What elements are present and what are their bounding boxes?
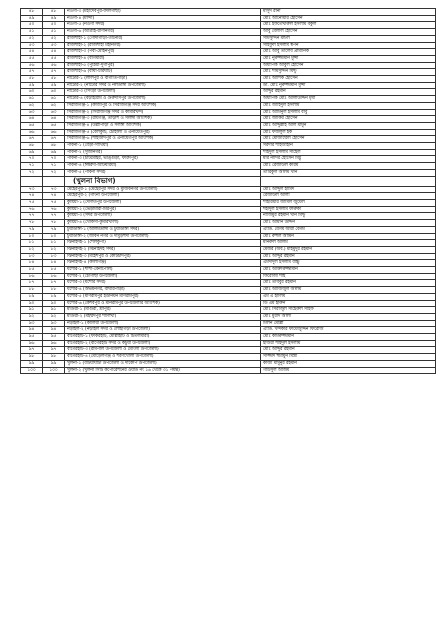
serial-number: ৯১ bbox=[21, 307, 43, 314]
table-row bbox=[21, 136, 436, 143]
table-row bbox=[21, 169, 436, 176]
serial-number: ৬৮ bbox=[21, 143, 43, 150]
serial-number: ৯৯ bbox=[21, 360, 43, 367]
table-row bbox=[21, 76, 436, 83]
constituency-name: সিরাজগঞ্জ-৬ (শাহজাদপুর ও এনায়েতপুর আংশিক) bbox=[65, 136, 261, 143]
candidate-name: মোঃ আমান উদ্দিন bbox=[261, 220, 436, 227]
serial-number: ৬৭ bbox=[21, 136, 43, 143]
seat-number: ৯৭ bbox=[43, 347, 65, 354]
constituency-name: রাজশাহী-৩ (পবা-মোহনপুর) bbox=[65, 49, 261, 56]
serial-number: ৮১ bbox=[21, 240, 43, 247]
constituency-name: রাজশাহী-১ (গোদাগাড়ী-তানোর) bbox=[65, 35, 261, 42]
constituency-name: চুয়াডাঙ্গা-১ (আলমডাঙ্গা ও চুয়াডাঙ্গা সদর) bbox=[65, 226, 261, 233]
table-row bbox=[21, 15, 436, 22]
serial-number: ৯৫ bbox=[21, 334, 43, 341]
constituency-name: পাবনা-৩ (চাটমোহর, ভাঙ্গুড়া, ফরিদপুর) bbox=[65, 156, 261, 163]
seat-number: ৫০ bbox=[43, 22, 65, 29]
constituency-name: চুয়াডাঙ্গা-২ (জীবন নগর ও দামুড়হুদা উপজেলা) bbox=[65, 233, 261, 240]
candidate-name: মোঃ তবিবুর রহমান bbox=[261, 280, 436, 287]
serial-number: ৮৭ bbox=[21, 280, 43, 287]
seat-number: ৫৩ bbox=[43, 42, 65, 49]
seat-number: ৯১ bbox=[43, 307, 65, 314]
serial-number: ৫৬ bbox=[21, 62, 43, 69]
table-row bbox=[21, 347, 436, 354]
candidate-name: ডা. মোঃ নুরুজ্জামান মুন্সী bbox=[261, 82, 436, 89]
seat-number: ৫৫ bbox=[43, 55, 65, 62]
serial-number: ৮৯ bbox=[21, 293, 43, 300]
table-row bbox=[21, 206, 436, 213]
candidate-name: এ্যাড. খন্দকার ফায়েজুদ্দিন ফিরোজ bbox=[261, 327, 436, 334]
seat-number: ৫৯ bbox=[43, 82, 65, 89]
serial-number: ৬৬ bbox=[21, 129, 43, 136]
candidate-name: মনিরুল আলম bbox=[261, 240, 436, 247]
seat-number: ৮৬ bbox=[43, 273, 65, 280]
table-row bbox=[21, 340, 436, 347]
constituency-name: রাজশাহী-৫ (পুঠিয়া-দুর্গাপুর) bbox=[65, 62, 261, 69]
serial-number: ৬১ bbox=[21, 96, 43, 103]
serial-number: ৪৮ bbox=[21, 9, 43, 16]
table-body-bottom bbox=[21, 186, 436, 374]
candidate-name: মোঃ ইফতেখারুল ইসলাম বকুল bbox=[261, 22, 436, 29]
candidate-name: মোঃ কামরুজ্জামান bbox=[261, 334, 436, 341]
candidate-name: মোঃ আমিনুল ইসলাম বাবু bbox=[261, 109, 436, 116]
constituency-name: বাগেরহাট-১ (ফকিরহাট, মোল্লাহাট ও চিতলমারী) bbox=[65, 334, 261, 341]
candidate-name: মোঃ মুরাদ আলী bbox=[261, 313, 436, 320]
seat-number: ৬১ bbox=[43, 96, 65, 103]
candidate-name: মোঃ সিরাজুল সাহেরুল সাইফ bbox=[261, 307, 436, 314]
seat-number: ৮২ bbox=[43, 246, 65, 253]
seat-number: ৮০ bbox=[43, 233, 65, 240]
table-row bbox=[21, 9, 436, 16]
serial-number: ৮৩ bbox=[21, 253, 43, 260]
seat-number: ৬৩ bbox=[43, 109, 65, 116]
serial-number: ৬৯ bbox=[21, 149, 43, 156]
seat-number: ৭৮ bbox=[43, 220, 65, 227]
serial-number: ৭৮ bbox=[21, 220, 43, 227]
serial-number: ৬৫ bbox=[21, 122, 43, 129]
seat-number: ৮৭ bbox=[43, 280, 65, 287]
candidate-name: মোঃ আনোয়ার হোসেন bbox=[261, 15, 436, 22]
candidate-name: মেজর (অব.) মাহমুদুর রহমান bbox=[261, 246, 436, 253]
table-row bbox=[21, 89, 436, 96]
table-row bbox=[21, 156, 436, 163]
seat-number: ৪৮ bbox=[43, 9, 65, 16]
candidate-name: মোঃ মোজাম্মেল হোসেন bbox=[261, 136, 436, 143]
seat-number: ৭৩ bbox=[43, 186, 65, 193]
constituency-name: পাবনা-৫ (পাবনা সদর) bbox=[65, 169, 261, 176]
serial-number: ৬৩ bbox=[21, 109, 43, 116]
serial-number: ৮৪ bbox=[21, 260, 43, 267]
candidate-name: মোঃ আব্দুর রহমান bbox=[261, 253, 436, 260]
constituency-name: মাগুরা-২ (মহম্মদপুর শালিখা) bbox=[65, 313, 261, 320]
table-row bbox=[21, 320, 436, 327]
candidate-name: আবু বেলাল হোসেন bbox=[261, 29, 436, 36]
constituency-name: যশোর-৫ (মণিরামপুর ইউনিয়ন মণিরামপুর) bbox=[65, 293, 261, 300]
seat-number: ৬২ bbox=[43, 102, 65, 109]
constituency-name: বাগেরহাট-৩ (রামপাল উপজেলা ও মোংলা উপজেলা) bbox=[65, 347, 261, 354]
table-row bbox=[21, 246, 436, 253]
seat-number: ৭১ bbox=[43, 163, 65, 170]
table-row bbox=[21, 220, 436, 227]
table-row bbox=[21, 69, 436, 76]
candidate-name: ফিরোজা শাহ bbox=[261, 273, 436, 280]
seat-number: ৬৮ bbox=[43, 143, 65, 150]
candidate-name: শাহরিয়ার জামিল জুয়েল bbox=[261, 199, 436, 206]
serial-number: ৫৩ bbox=[21, 42, 43, 49]
table-row bbox=[21, 253, 436, 260]
candidate-name: মাসুদ রানা bbox=[261, 9, 436, 16]
seat-number: ৭০ bbox=[43, 156, 65, 163]
seat-number: ৫৬ bbox=[43, 62, 65, 69]
serial-number: ৬২ bbox=[21, 102, 43, 109]
serial-number: ৫২ bbox=[21, 35, 43, 42]
seat-number: ৯৩ bbox=[43, 320, 65, 327]
constituency-name: কুষ্টিয়া-৪ (খোকসা-কুমারখালী) bbox=[65, 220, 261, 227]
candidate-name: অধ্যাপক মোঃ আলাউদ্দিন মৃধা bbox=[261, 96, 436, 103]
table-row bbox=[21, 49, 436, 56]
table-row bbox=[21, 327, 436, 334]
seat-number: ৬৪ bbox=[43, 116, 65, 123]
candidate-name: মোঃ আশিক হোসেন bbox=[261, 76, 436, 83]
table-row bbox=[21, 199, 436, 206]
table-row bbox=[21, 186, 436, 193]
table-row bbox=[21, 273, 436, 280]
candidate-name: মোঃ রেজাউল করিম bbox=[261, 163, 436, 170]
seat-number: ৬৭ bbox=[43, 136, 65, 143]
serial-number: ৯৩ bbox=[21, 320, 43, 327]
constituency-name: ঝিনাইদহ-২ (ঝিনাইদহ সদর) bbox=[65, 246, 261, 253]
table-row bbox=[21, 129, 436, 136]
constituency-name: মেহেরপুর-২ (গাংনী উপজেলা) bbox=[65, 193, 261, 200]
serial-number: ৭০ bbox=[21, 156, 43, 163]
table-row bbox=[21, 367, 436, 374]
constituency-name: রাজশাহী-২ (রাজশাহী মহানগর) bbox=[65, 42, 261, 49]
constituency-name: সিরাজগঞ্জ-১ (কাজীপুর ও সিরাজগঞ্জ সদর আংশিক) bbox=[65, 102, 261, 109]
seat-number: ৫১ bbox=[43, 29, 65, 36]
document-page bbox=[20, 8, 435, 374]
constituency-name: কুষ্টিয়া-২ (ভেড়ামারা-মিরপুর) bbox=[65, 206, 261, 213]
constituency-name: যশোর-৩ (যশোর সদর) bbox=[65, 280, 261, 287]
section-heading: (খুলনা বিভাগ) bbox=[65, 176, 261, 186]
seat-number: ৯৮ bbox=[43, 354, 65, 361]
candidate-name: মোঃ আব্দুর রহমান bbox=[261, 347, 436, 354]
seat-number: ৯০ bbox=[43, 300, 65, 307]
table-row bbox=[21, 307, 436, 314]
constituency-name: যশোর-১ (শার্শা-বেনাপোল) bbox=[65, 267, 261, 274]
constituency-name: খুলনা-২ (খুলনা সিটি কর্পোরেশনের ওয়ার্ড নং ১৬ থেকে ৩১ পর্যন্ত) bbox=[65, 367, 261, 374]
table-row bbox=[21, 193, 436, 200]
table-row bbox=[21, 287, 436, 294]
candidate-name: মোঃ নুরুজ্জামান মুন্সী bbox=[261, 55, 436, 62]
candidate-name: এমদাদুল ইসলাম বাচ্চু bbox=[261, 260, 436, 267]
table-row bbox=[21, 293, 436, 300]
seat-number: ৮৪ bbox=[43, 260, 65, 267]
serial-number: ৯৮ bbox=[21, 354, 43, 361]
candidate-name: মোঃ আব্দুল হামিদ bbox=[261, 186, 436, 193]
seat-number: ৭২ bbox=[43, 169, 65, 176]
candidate-name: অধ্যাপক আবুল হোসেন bbox=[261, 62, 436, 69]
table-row bbox=[21, 313, 436, 320]
candidate-name: সাইফুল ইসলাম স্বপন bbox=[261, 42, 436, 49]
candidate-name: গাউসুল আজম bbox=[261, 367, 436, 374]
table-row bbox=[21, 29, 436, 36]
candidate-name: সরদার শাহজাহান bbox=[261, 143, 436, 150]
serial-number: ৭১ bbox=[21, 163, 43, 170]
constituency-name: নাটোর-১ (লালপুর ও বাগাতিপাড়া) bbox=[65, 76, 261, 83]
constituency-name: নড়াইল-১ (কালিয়া উপজেলা) bbox=[65, 320, 261, 327]
seat-number: ৯৪ bbox=[43, 327, 65, 334]
candidate-name: শহিদুল ইসলাম সাহেল bbox=[261, 149, 436, 156]
seat-number: ৯৫ bbox=[43, 334, 65, 341]
serial-number: ৭৯ bbox=[21, 226, 43, 233]
constituency-name: বাগেরহাট-২ (বাগেরহাট সদর ও কচুয়া উপজেলা) bbox=[65, 340, 261, 347]
serial-number: ৫১ bbox=[21, 29, 43, 36]
constituency-name: বাগেরহাট-৪ (মোড়েলগঞ্জ ও শরণখোলা উপজেলা) bbox=[65, 354, 261, 361]
seat-number: ৫৮ bbox=[43, 76, 65, 83]
serial-number: ৫৫ bbox=[21, 55, 43, 62]
constituency-name: নওগাঁ-৬ (আত্রাই-রাণীনগর) bbox=[65, 29, 261, 36]
seat-number: ৬৯ bbox=[43, 149, 65, 156]
candidate-name: নাজিমুর রহমান খান মিন্টু bbox=[261, 213, 436, 220]
section-heading-row bbox=[21, 176, 436, 186]
constituency-name: নাটোর-৪ (বড়াইগ্রাম ও গুরুদাসপুর উপজেলা) bbox=[65, 96, 261, 103]
seat-number: ৮৮ bbox=[43, 287, 65, 294]
candidate-name: মোঃ রুহুল আমিন bbox=[261, 233, 436, 240]
serial-number: ৮২ bbox=[21, 246, 43, 253]
serial-number: ৫৪ bbox=[21, 49, 43, 56]
constituency-name: নওগাঁ-৪ (মান্দা) bbox=[65, 15, 261, 22]
serial-number: ৮৬ bbox=[21, 273, 43, 280]
serial-number: ৭২ bbox=[21, 169, 43, 176]
seat-number: ৮৫ bbox=[43, 267, 65, 274]
table-row bbox=[21, 280, 436, 287]
seat-number: ৫৪ bbox=[43, 49, 65, 56]
seat-number: ১০০ bbox=[43, 367, 65, 374]
serial-number: ৯৬ bbox=[21, 340, 43, 347]
table-row bbox=[21, 267, 436, 274]
constituency-name: যশোর-৬ (কেশবপুর ও মনিরামপুর উপজেলার আংশিক) bbox=[65, 300, 261, 307]
serial-number: ৯৭ bbox=[21, 347, 43, 354]
constituency-name: পাবনা-৪ (ঈশ্বরদী-আটঘরিয়া) bbox=[65, 163, 261, 170]
constituency-name: খুলনা-১ (বটিয়াঘাটা উপজেলা ও দাকোপ উপজেলা) bbox=[65, 360, 261, 367]
table-row bbox=[21, 96, 436, 103]
table-body-top bbox=[21, 9, 436, 177]
table-row bbox=[21, 354, 436, 361]
table-row bbox=[21, 240, 436, 247]
table-row bbox=[21, 226, 436, 233]
seat-number: ৮১ bbox=[43, 240, 65, 247]
table-row bbox=[21, 62, 436, 69]
table-row bbox=[21, 116, 436, 123]
serial-number: ৭৪ bbox=[21, 193, 43, 200]
seat-number: ৯৬ bbox=[43, 340, 65, 347]
table-row bbox=[21, 260, 436, 267]
constituency-name: ঝিনাইদহ-১ (শৈলকুপা) bbox=[65, 240, 261, 247]
table-row bbox=[21, 82, 436, 89]
candidate-name: কাজী মামুনুর রহমান bbox=[261, 360, 436, 367]
constituency-name: কুষ্টিয়া-৩ (সদর উপজেলা) bbox=[65, 213, 261, 220]
table-row bbox=[21, 35, 436, 42]
serial-number: ৬০ bbox=[21, 89, 43, 96]
seat-number: ৯২ bbox=[43, 313, 65, 320]
table-row bbox=[21, 233, 436, 240]
constituency-name: মেহেরপুর-১ (মেহেরপুর সদর ও মুজিবনগর উপজেলা) bbox=[65, 186, 261, 193]
seat-number: ৪৯ bbox=[43, 15, 65, 22]
seat-number: ৭৪ bbox=[43, 193, 65, 200]
seat-number: ৮৩ bbox=[43, 253, 65, 260]
constituency-name: নাটোর-২ (নাটোর সদর ও নলডাঙ্গা উপজেলা) bbox=[65, 82, 261, 89]
serial-number: ৫৮ bbox=[21, 76, 43, 83]
seat-number: ৯৯ bbox=[43, 360, 65, 367]
seat-number: ৬৫ bbox=[43, 122, 65, 129]
constituency-table bbox=[20, 8, 436, 374]
serial-number: ৯৪ bbox=[21, 327, 43, 334]
constituency-name: কুষ্টিয়া-১ (দৌলতপুর উপজেলা) bbox=[65, 199, 261, 206]
table-row bbox=[21, 149, 436, 156]
candidate-name: হাজরা শহিদুল ইসলাম bbox=[261, 340, 436, 347]
candidate-name: মোঃ আক্তারুজ্জামান bbox=[261, 267, 436, 274]
table-row bbox=[21, 122, 436, 129]
candidate-name: মোঃ আজিজুল আলম bbox=[261, 287, 436, 294]
constituency-name: ঝিনাইদহ-৪ (কালীগঞ্জ) bbox=[65, 260, 261, 267]
candidate-name: ডি এম হারুন bbox=[261, 300, 436, 307]
candidate-name: আব্দুর রহমান bbox=[261, 89, 436, 96]
serial-number: ৫৭ bbox=[21, 69, 43, 76]
seat-number: ৭৫ bbox=[43, 199, 65, 206]
serial-number: ৪৯ bbox=[21, 15, 43, 22]
table-row bbox=[21, 42, 436, 49]
candidate-name: এম এ হালিম bbox=[261, 293, 436, 300]
constituency-name: রাজশাহী-৬ (বাঘা-চারঘাট) bbox=[65, 69, 261, 76]
serial-number: ৭৭ bbox=[21, 213, 43, 220]
candidate-name: মোঃ আব্দুল্লাহ আল মামুন bbox=[261, 122, 436, 129]
constituency-name: নাটোর-৩ (সিংড়া উপজেলা) bbox=[65, 89, 261, 96]
seat-number: ৫৭ bbox=[43, 69, 65, 76]
candidate-name: মিলন মোল্লা bbox=[261, 320, 436, 327]
candidate-name: সাজ্জাদ হুমায়ুন মিস্ত্রী bbox=[261, 354, 436, 361]
table-row bbox=[21, 22, 436, 29]
candidate-name: শহীদুল ইসলাম ফারুকী bbox=[261, 206, 436, 213]
candidate-name: মোঃ জাকির হোসেন bbox=[261, 116, 436, 123]
constituency-name: মাগুরা-১ (মাগুরা, শ্রীপুর) bbox=[65, 307, 261, 314]
seat-number: ৫২ bbox=[43, 35, 65, 42]
seat-number: ৭৬ bbox=[43, 206, 65, 213]
serial-number: ৭৬ bbox=[21, 206, 43, 213]
constituency-name: পাবনা-২ (সুজানগর) bbox=[65, 149, 261, 156]
candidate-name: মোঃ ফজলুল হক bbox=[261, 129, 436, 136]
constituency-name: নওগাঁ-৩ (মহাদেবপুর-বদলগাছী) bbox=[65, 9, 261, 16]
serial-number: ৭৫ bbox=[21, 199, 43, 206]
serial-number: ৮৫ bbox=[21, 267, 43, 274]
serial-number: ৫৯ bbox=[21, 82, 43, 89]
seat-number: ৬৬ bbox=[43, 129, 65, 136]
constituency-name: নওগাঁ-৫ (নওগাঁ সদর) bbox=[65, 22, 261, 29]
table-row bbox=[21, 163, 436, 170]
candidate-name: তারিকুল আলম খান bbox=[261, 169, 436, 176]
table-row bbox=[21, 334, 436, 341]
constituency-name: রাজশাহী-৪ (বাগমারা) bbox=[65, 55, 261, 62]
constituency-name: যশোর-৪ (অভয়নগর, বাঘারপাড়া) bbox=[65, 287, 261, 294]
serial-number: ৮০ bbox=[21, 233, 43, 240]
serial-number: ৫০ bbox=[21, 22, 43, 29]
serial-number: ৯০ bbox=[21, 300, 43, 307]
seat-number: ৭৭ bbox=[43, 213, 65, 220]
constituency-name: ঝিনাইদহ-৩ (মহেশপুর ও কোটচাঁদপুর) bbox=[65, 253, 261, 260]
table-row bbox=[21, 102, 436, 109]
serial-number: ১০০ bbox=[21, 367, 43, 374]
table-row bbox=[21, 300, 436, 307]
seat-number: ৭৯ bbox=[43, 226, 65, 233]
candidate-name: এ্যাড. বেগম আরা বেগম bbox=[261, 226, 436, 233]
candidate-name: মোঃ আবু তালেব প্রামানিক bbox=[261, 49, 436, 56]
table-row bbox=[21, 143, 436, 150]
constituency-name: সিরাজগঞ্জ-৩ (রায়গঞ্জ, তাড়াশ ও সলঙ্গা আংশিক) bbox=[65, 116, 261, 123]
constituency-name: যশোর-২ (চৌগাছা উপজেলা) bbox=[65, 273, 261, 280]
serial-number: ৬৪ bbox=[21, 116, 43, 123]
table-row bbox=[21, 213, 436, 220]
constituency-name: সিরাজগঞ্জ-৪ (উল্লাপাড়া ও সলঙ্গা আংশিক) bbox=[65, 122, 261, 129]
seat-number: ৬০ bbox=[43, 89, 65, 96]
serial-number: ৮৮ bbox=[21, 287, 43, 294]
candidate-name: মোঃ শামসুদ্দিন মিন্টু bbox=[261, 69, 436, 76]
table-row bbox=[21, 109, 436, 116]
candidate-name: মোঃ জাহিদুল ইসলাম bbox=[261, 102, 436, 109]
constituency-name: নড়াইল-২ (নড়াইল সদর ও লোহাগড়া উপজেলা) bbox=[65, 327, 261, 334]
candidate-name: মীর নাদির হোসেন মিঠু bbox=[261, 156, 436, 163]
table-row bbox=[21, 360, 436, 367]
serial-number: ৭৩ bbox=[21, 186, 43, 193]
seat-number: ৮৯ bbox=[43, 293, 65, 300]
candidate-name: রেজাউল আলী bbox=[261, 193, 436, 200]
candidate-name: সামসুদ্দিন মন্ডল bbox=[261, 35, 436, 42]
constituency-name: পাবনা-১ (বেড়া-সাঁথিয়া) bbox=[65, 143, 261, 150]
table-row bbox=[21, 55, 436, 62]
constituency-name: সিরাজগঞ্জ-৫ (বেলকুচি, চৌহালী ও এনায়েতপুর) bbox=[65, 129, 261, 136]
serial-number: ৯২ bbox=[21, 313, 43, 320]
constituency-name: সিরাজগঞ্জ-২ (সিরাজগঞ্জ সদর ও কামারখন্দ) bbox=[65, 109, 261, 116]
